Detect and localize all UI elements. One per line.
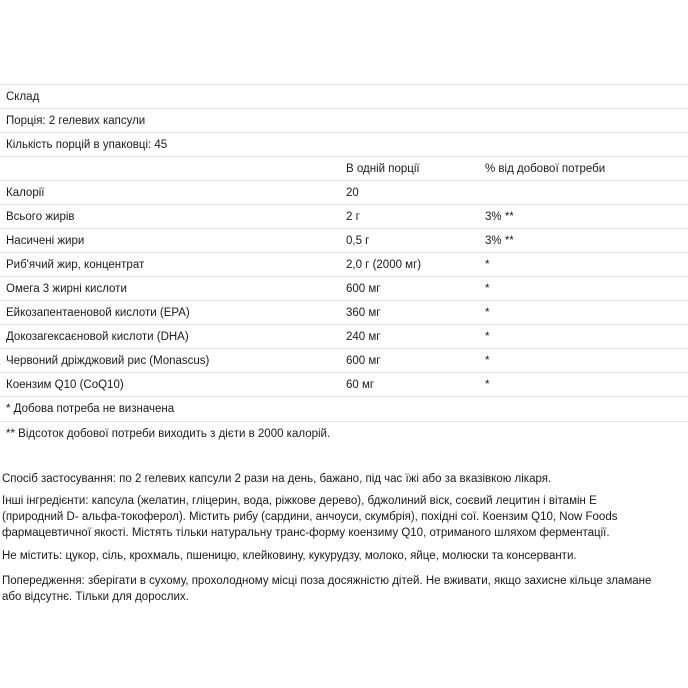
free-from-line: Не містить: цукор, сіль, крохмаль, пшеницю, клейковину, кукурудзу, молоко, яйце, молюски та консерванти. bbox=[2, 550, 577, 562]
table-row bbox=[0, 301, 688, 325]
free-from-text bbox=[2, 548, 686, 564]
table-title-row bbox=[0, 85, 688, 109]
table-row bbox=[0, 181, 688, 205]
table-row bbox=[0, 277, 688, 301]
nutrient-amount: 60 мг bbox=[346, 379, 375, 391]
nutrient-dv: 3% ** bbox=[485, 235, 514, 247]
table-row bbox=[0, 373, 688, 397]
footnote-daily-value-undefined: * Добова потреба не визначена bbox=[6, 403, 175, 415]
nutrient-amount: 20 bbox=[346, 187, 359, 199]
other-ingredients-line-3: фармацевтичної якості. Містять тільки натуральну транс-форму коензиму Q10, отриманого шляхом ферментації. bbox=[2, 527, 610, 539]
warning-text bbox=[2, 573, 686, 605]
nutrient-amount: 600 мг bbox=[346, 283, 381, 295]
nutrition-table bbox=[0, 84, 688, 447]
nutrient-name: Насичені жири bbox=[6, 235, 85, 247]
serving-size: Порція: 2 гелевих капсули bbox=[6, 115, 146, 127]
table-row bbox=[0, 229, 688, 253]
nutrient-amount: 240 мг bbox=[346, 331, 381, 343]
nutrient-name: Червоний дріжджовий рис (Monascus) bbox=[6, 355, 210, 367]
nutrient-dv: * bbox=[485, 283, 490, 295]
usage-text bbox=[2, 471, 686, 487]
table-row bbox=[0, 349, 688, 373]
table-row bbox=[0, 253, 688, 277]
header-per-serving: В одній порції bbox=[346, 163, 420, 175]
servings-per-pack-row bbox=[0, 133, 688, 157]
table-row bbox=[0, 205, 688, 229]
table-header-row bbox=[0, 157, 688, 181]
nutrient-name: Калорії bbox=[6, 187, 45, 199]
nutrient-dv: * bbox=[485, 355, 490, 367]
nutrient-name: Ейкозапентаеновой кислоти (EPA) bbox=[6, 307, 190, 319]
table-title: Склад bbox=[6, 91, 40, 103]
header-daily-value: % від добової потреби bbox=[485, 163, 606, 175]
nutrient-name: Докозагексаєновой кислоти (DHA) bbox=[6, 331, 189, 343]
nutrient-name: Риб'ячий жир, концентрат bbox=[6, 259, 145, 271]
footnote-row bbox=[0, 397, 688, 422]
nutrient-dv: * bbox=[485, 259, 490, 271]
nutrient-name: Омега 3 жирні кислоти bbox=[6, 283, 127, 295]
footnote-daily-value-basis: ** Відсоток добової потреби виходить з дієти в 2000 калорій. bbox=[6, 428, 331, 440]
nutrient-dv: * bbox=[485, 379, 490, 391]
table-row bbox=[0, 325, 688, 349]
servings-per-pack: Кількість порцій в упаковці: 45 bbox=[6, 139, 168, 151]
nutrient-amount: 2,0 г (2000 мг) bbox=[346, 259, 422, 271]
warning-line-1: Попередження: зберігати в сухому, прохолодному місці поза досяжністю дітей. Не вживати, якщо захисне кільце зламане bbox=[2, 575, 652, 587]
nutrient-amount: 360 мг bbox=[346, 307, 381, 319]
nutrient-dv: * bbox=[485, 307, 490, 319]
serving-size-row bbox=[0, 109, 688, 133]
nutrient-amount: 0,5 г bbox=[346, 235, 370, 247]
warning-line-2: або відсутнє. Тільки для дорослих. bbox=[2, 591, 189, 603]
other-ingredients-text bbox=[2, 493, 686, 541]
nutrient-dv: * bbox=[485, 331, 490, 343]
nutrient-amount: 2 г bbox=[346, 211, 360, 223]
footnote-row bbox=[0, 422, 688, 447]
nutrient-amount: 600 мг bbox=[346, 355, 381, 367]
nutrient-name: Всього жирів bbox=[6, 211, 75, 223]
nutrient-name: Коензим Q10 (CoQ10) bbox=[6, 379, 124, 391]
other-ingredients-line-2: (природний D- альфа-токоферол). Містить рибу (сардини, анчоуси, скумбрія), похідні сої. Коензим Q10, Now Foods bbox=[2, 511, 618, 523]
other-ingredients-line-1: Інші інгредієнти: капсула (желатин, гліцерин, вода, ріжкове дерево), бджолиний віск, соєвий лецитин і вітамін E bbox=[2, 495, 597, 507]
nutrient-dv: 3% ** bbox=[485, 211, 514, 223]
usage-line: Спосіб застосування: по 2 гелевих капсули 2 рази на день, бажано, під час їжі або за вказівкою лікаря. bbox=[2, 473, 552, 485]
